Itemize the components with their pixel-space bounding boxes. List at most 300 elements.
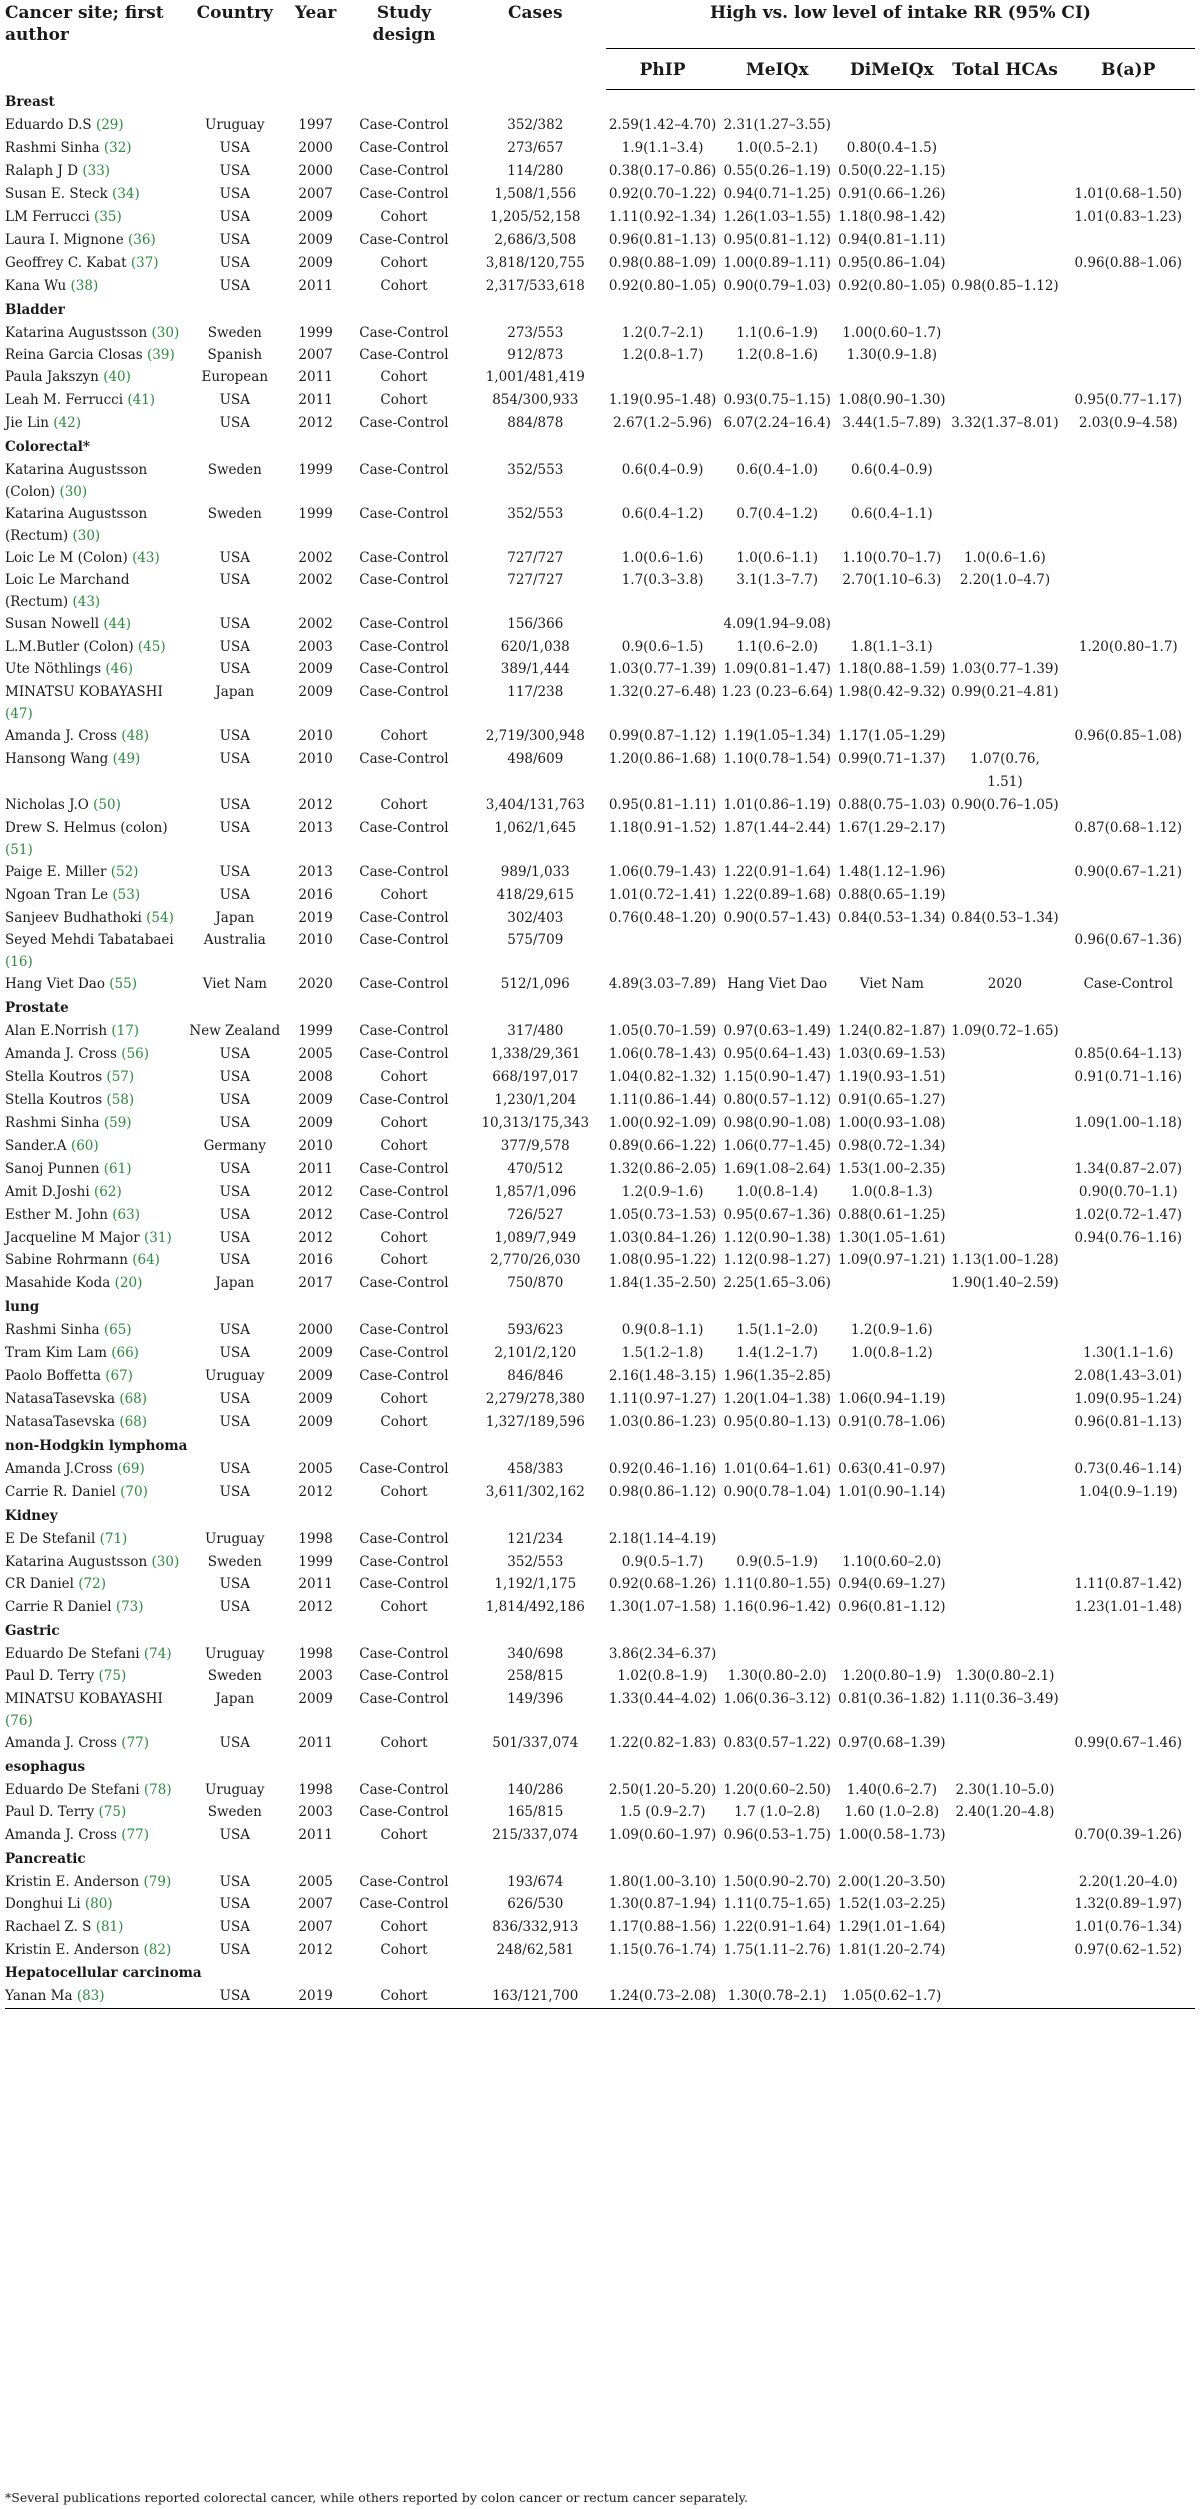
reference-link[interactable]: (48) — [121, 728, 150, 744]
cell-bap: Case-Control — [1083, 976, 1173, 992]
cell-dimeiqx: 1.03(0.69–1.53) — [838, 1046, 946, 1062]
cell-study-design: Case-Control — [359, 1804, 449, 1820]
author-name: Hansong Wang — [5, 751, 109, 767]
author-name: Masahide Koda — [5, 1275, 111, 1291]
reference-link[interactable]: (30) — [72, 528, 101, 544]
table-row — [5, 794, 1195, 817]
table-row — [5, 1319, 1195, 1342]
table-row — [5, 636, 1195, 658]
table-row — [5, 1342, 1195, 1365]
cell-phip: 1.2(0.7–2.1) — [621, 325, 704, 341]
table-row — [5, 681, 1195, 725]
cell-country: Uruguay — [205, 1782, 265, 1798]
author-name: Seyed Mehdi Tabatabaei — [5, 932, 174, 948]
author-name: Eduardo De Stefani — [5, 1782, 140, 1798]
cell-bap: 0.87(0.68–1.12) — [1074, 820, 1182, 836]
cell-bap: 0.90(0.70–1.1) — [1078, 1184, 1178, 1200]
cell-year: 2016 — [298, 887, 333, 903]
table-row — [5, 1893, 1195, 1916]
cell-phip: 0.6(0.4–1.2) — [621, 506, 704, 522]
reference-link[interactable]: (83) — [76, 1988, 105, 2004]
cell-study-design: Case-Control — [359, 1184, 449, 1200]
cell-country: Sweden — [207, 506, 262, 522]
cell-country: USA — [219, 209, 250, 225]
cell-meiqx: 0.93(0.75–1.15) — [723, 392, 831, 408]
reference-link[interactable]: (17) — [111, 1023, 140, 1039]
cell-first-author — [5, 1824, 182, 1847]
cell-phip: 1.05(0.73–1.53) — [608, 1207, 717, 1223]
cell-total-hcas: 1.03(0.77–1.39) — [951, 661, 1059, 677]
cell-phip — [606, 613, 719, 636]
author-name: Eduardo D.S — [5, 117, 92, 133]
reference-link[interactable]: (16) — [5, 954, 33, 970]
cell-dimeiqx — [835, 1528, 948, 1551]
author-name: Reina Garcia Closas — [5, 347, 143, 363]
cell-year: 2009 — [298, 1345, 333, 1361]
reference-link[interactable]: (41) — [127, 392, 156, 408]
cell-cases: 340/698 — [507, 1646, 564, 1662]
cell-phip: 1.18(0.91–1.52) — [608, 820, 717, 836]
author-name: Jacqueline M Major — [5, 1230, 140, 1246]
cell-country: USA — [219, 1461, 250, 1477]
table-row — [5, 1665, 1195, 1688]
cell-year: 2000 — [298, 1322, 333, 1338]
cell-first-author — [5, 503, 182, 547]
cell-meiqx: 0.98(0.90–1.08) — [723, 1115, 831, 1131]
cell-year: 2011 — [298, 369, 333, 385]
cell-dimeiqx: 1.30(0.9–1.8) — [846, 347, 937, 363]
cell-dimeiqx: 1.20(0.80–1.9) — [842, 1668, 942, 1684]
cell-year: 2013 — [298, 864, 333, 880]
reference-link[interactable]: (20) — [114, 1275, 143, 1291]
cell-bap: 0.96(0.81–1.13) — [1074, 1414, 1182, 1430]
cell-total-hcas — [948, 1342, 1061, 1365]
cell-country: Japan — [215, 910, 255, 926]
author-name: CR Daniel — [5, 1576, 74, 1592]
cell-study-design: Case-Control — [359, 140, 449, 156]
cell-dimeiqx — [835, 1365, 948, 1388]
cell-meiqx: 1.10(0.78–1.54) — [723, 751, 831, 767]
section-heading: Colorectal* — [5, 439, 90, 455]
cell-year: 1999 — [298, 325, 333, 341]
cell-study-design: Cohort — [380, 255, 428, 271]
cell-bap — [1062, 459, 1195, 503]
cell-total-hcas — [948, 1458, 1061, 1481]
cell-country: USA — [219, 1230, 250, 1246]
cell-year: 2010 — [298, 751, 333, 767]
reference-link[interactable]: (39) — [147, 347, 175, 363]
cell-study-design: Case-Control — [359, 1576, 449, 1592]
section-heading-row — [5, 1434, 1195, 1458]
author-name: Paul D. Terry — [5, 1804, 95, 1820]
reference-link[interactable]: (59) — [103, 1115, 132, 1131]
cell-meiqx: 1.5(1.1–2.0) — [736, 1322, 819, 1338]
reference-link[interactable]: (30) — [151, 325, 180, 341]
reference-link[interactable]: (69) — [117, 1461, 145, 1477]
cell-total-hcas — [948, 1596, 1061, 1619]
cell-year: 2009 — [298, 1391, 333, 1407]
cell-country: Japan — [215, 684, 255, 700]
header-study-design: Study design — [372, 3, 436, 45]
cell-total-hcas — [948, 1365, 1061, 1388]
reference-link[interactable]: (58) — [106, 1092, 135, 1108]
cell-meiqx: 0.55(0.26–1.19) — [723, 163, 831, 179]
reference-link[interactable]: (43) — [132, 550, 160, 566]
cell-study-design: Cohort — [380, 369, 428, 385]
reference-link[interactable]: (33) — [82, 163, 111, 179]
cell-country: USA — [219, 639, 250, 655]
cell-cases: 727/727 — [507, 572, 564, 588]
cell-total-hcas — [948, 1939, 1061, 1961]
cell-cases: 140/286 — [507, 1782, 564, 1798]
cell-first-author — [5, 1573, 182, 1596]
reference-link[interactable]: (47) — [5, 706, 33, 722]
cell-study-design: Case-Control — [359, 347, 449, 363]
cell-study-design: Case-Control — [359, 1092, 449, 1108]
cell-dimeiqx: 0.81(0.36–1.82) — [838, 1691, 946, 1707]
cell-country: USA — [219, 820, 250, 836]
reference-link[interactable]: (38) — [70, 278, 99, 294]
cell-country: Spanish — [207, 347, 263, 363]
table-row — [5, 322, 1195, 344]
cell-meiqx: 6.07(2.24–16.4) — [723, 415, 831, 431]
cell-first-author — [5, 389, 182, 412]
cell-bap: 1.01(0.76–1.34) — [1074, 1919, 1182, 1935]
cell-total-hcas — [948, 459, 1061, 503]
cell-country: USA — [219, 1391, 250, 1407]
section-heading: lung — [5, 1299, 40, 1315]
cell-year: 1998 — [298, 1782, 333, 1798]
cell-dimeiqx: 0.94(0.69–1.27) — [838, 1576, 946, 1592]
reference-link[interactable]: (37) — [130, 255, 159, 271]
reference-link[interactable]: (68) — [119, 1414, 148, 1430]
reference-link[interactable]: (32) — [103, 140, 132, 156]
cell-dimeiqx: 1.10(0.70–1.7) — [842, 550, 942, 566]
cell-phip: 2.18(1.14–4.19) — [608, 1531, 717, 1547]
reference-link[interactable]: (65) — [103, 1322, 132, 1338]
section-heading: Prostate — [5, 1000, 69, 1016]
cell-total-hcas — [948, 1732, 1061, 1755]
cell-study-design: Cohort — [380, 887, 428, 903]
cell-phip: 1.2(0.9–1.6) — [621, 1184, 704, 1200]
cell-first-author — [5, 1893, 182, 1916]
cell-cases: 352/553 — [507, 506, 564, 522]
cell-dimeiqx: 2.70(1.10–6.3) — [842, 572, 942, 588]
cell-dimeiqx: 1.06(0.94–1.19) — [838, 1391, 946, 1407]
author-name: Eduardo De Stefani — [5, 1646, 140, 1662]
cell-year: 2009 — [298, 1115, 333, 1131]
reference-link[interactable]: (42) — [53, 415, 82, 431]
cell-meiqx: 1.20(1.04–1.38) — [723, 1391, 831, 1407]
reference-link[interactable]: (78) — [143, 1782, 172, 1798]
reference-link[interactable]: (79) — [143, 1874, 172, 1890]
reference-link[interactable]: (30) — [59, 484, 88, 500]
reference-link[interactable]: (49) — [112, 751, 141, 767]
cell-phip: 1.32(0.86–2.05) — [608, 1161, 717, 1177]
cell-meiqx: 1.7 (1.0–2.8) — [734, 1804, 821, 1820]
cell-phip: 1.05(0.70–1.59) — [608, 1023, 717, 1039]
cell-cases: 273/553 — [507, 325, 564, 341]
reference-link[interactable]: (40) — [103, 369, 131, 385]
cell-total-hcas — [948, 229, 1061, 252]
cell-bap — [1062, 1779, 1195, 1801]
section-heading: Pancreatic — [5, 1851, 86, 1867]
reference-link[interactable]: (53) — [112, 887, 141, 903]
author-name: NatasaTasevska — [5, 1414, 116, 1430]
reference-link[interactable]: (67) — [105, 1368, 133, 1384]
cell-study-design: Cohort — [380, 1942, 428, 1958]
table-row — [5, 1089, 1195, 1112]
cell-total-hcas — [948, 636, 1061, 658]
author-name: Ngoan Tran Le — [5, 887, 109, 903]
reference-link[interactable]: (46) — [105, 661, 134, 677]
reference-link[interactable]: (81) — [95, 1919, 124, 1935]
cell-bap: 0.97(0.62–1.52) — [1074, 1942, 1182, 1958]
cell-total-hcas — [948, 1551, 1061, 1573]
reference-link[interactable]: (45) — [137, 639, 166, 655]
reference-link[interactable]: (75) — [98, 1804, 127, 1820]
cell-cases: 501/337,074 — [492, 1735, 579, 1751]
cell-total-hcas — [948, 1985, 1061, 2009]
cell-study-design: Cohort — [380, 278, 428, 294]
cell-country: Sweden — [207, 1804, 262, 1820]
cell-country: USA — [219, 1115, 250, 1131]
reference-link[interactable]: (60) — [70, 1138, 99, 1154]
header-cancer-site: Cancer site; first author — [5, 3, 164, 45]
table-row — [5, 1779, 1195, 1801]
reference-link[interactable]: (74) — [143, 1646, 172, 1662]
cell-first-author — [5, 1665, 182, 1688]
header-total-hcas: Total HCAs — [948, 49, 1061, 90]
cell-dimeiqx: 1.17(1.05–1.29) — [838, 728, 946, 744]
cell-study-design: Case-Control — [359, 117, 449, 133]
cell-bap: 1.32(0.89–1.97) — [1074, 1896, 1182, 1912]
cell-bap: 1.11(0.87–1.42) — [1074, 1576, 1182, 1592]
author-name: Carrie R. Daniel — [5, 1484, 116, 1500]
table-row — [5, 1249, 1195, 1272]
cell-first-author — [5, 229, 182, 252]
cell-country: USA — [219, 797, 250, 813]
cell-cases: 163/121,700 — [465, 1985, 606, 2009]
cell-meiqx: 1.12(0.98–1.27) — [723, 1252, 831, 1268]
cell-phip: 1.5(1.2–1.8) — [621, 1345, 704, 1361]
author-name: MINATSU KOBAYASHI — [5, 1691, 163, 1707]
cell-cases: 2,279/278,380 — [485, 1391, 585, 1407]
cell-dimeiqx: 1.8(1.1–3.1) — [850, 639, 933, 655]
cell-bap: 0.96(0.88–1.06) — [1074, 255, 1182, 271]
cell-first-author — [5, 1411, 182, 1434]
cell-phip: 0.92(0.68–1.26) — [608, 1576, 717, 1592]
cell-dimeiqx: 0.88(0.61–1.25) — [838, 1207, 946, 1223]
cell-study-design: Case-Control — [359, 639, 449, 655]
cell-year: 2002 — [298, 616, 333, 632]
cell-year: 2003 — [298, 1668, 333, 1684]
cell-country: Sweden — [207, 1554, 262, 1570]
cell-year: 2012 — [298, 797, 333, 813]
cell-phip: 2.16(1.48–3.15) — [608, 1368, 717, 1384]
reference-link[interactable]: (82) — [143, 1942, 172, 1958]
cell-year: 2005 — [298, 1461, 333, 1477]
cell-year: 2012 — [298, 1184, 333, 1200]
table-row — [5, 861, 1195, 884]
cell-study-design: Case-Control — [359, 1161, 449, 1177]
reference-link[interactable]: (30) — [151, 1554, 180, 1570]
cell-country: New Zealand — [189, 1023, 281, 1039]
reference-link[interactable]: (77) — [121, 1735, 150, 1751]
reference-link[interactable]: (34) — [112, 186, 140, 202]
cell-phip: 1.02(0.8–1.9) — [617, 1668, 708, 1684]
reference-link[interactable]: (73) — [115, 1599, 144, 1615]
reference-link[interactable]: (70) — [120, 1484, 148, 1500]
reference-link[interactable]: (29) — [95, 117, 124, 133]
cell-country: USA — [219, 1092, 250, 1108]
cell-dimeiqx: 0.99(0.71–1.37) — [838, 751, 946, 767]
cell-country: Japan — [215, 1275, 255, 1291]
section-heading: Gastric — [5, 1623, 60, 1639]
reference-link[interactable]: (50) — [93, 797, 121, 813]
reference-link[interactable]: (54) — [146, 910, 174, 926]
cell-dimeiqx: 1.00(0.93–1.08) — [838, 1115, 946, 1131]
cell-bap: 2.03(0.9–4.58) — [1078, 415, 1178, 431]
reference-link[interactable]: (62) — [94, 1184, 122, 1200]
cell-year: 2011 — [298, 1827, 333, 1843]
reference-link[interactable]: (44) — [103, 616, 132, 632]
reference-link[interactable]: (75) — [98, 1668, 127, 1684]
author-name: Kristin E. Anderson — [5, 1874, 140, 1890]
reference-link[interactable]: (68) — [119, 1391, 148, 1407]
cell-first-author — [5, 1528, 182, 1551]
table-footnote: *Several publications reported colorectal cancer, while others reported by colon cancer or rectum cancer separately. — [5, 2490, 748, 2505]
table-row — [5, 1458, 1195, 1481]
cell-first-author — [5, 1688, 182, 1732]
table-row — [5, 366, 1195, 389]
cell-cases: 498/609 — [507, 751, 564, 767]
cell-dimeiqx: 1.01(0.90–1.14) — [838, 1484, 946, 1500]
cell-first-author — [5, 183, 182, 206]
table-row — [5, 503, 1195, 547]
cell-total-hcas — [948, 503, 1061, 547]
cell-country: European — [201, 369, 269, 385]
cell-bap: 0.96(0.67–1.36) — [1074, 932, 1182, 948]
cell-country: USA — [219, 1161, 250, 1177]
cell-total-hcas: 1.07(0.76, 1.51) — [970, 751, 1040, 790]
reference-link[interactable]: (80) — [84, 1896, 113, 1912]
cell-phip: 1.17(0.88–1.56) — [608, 1919, 717, 1935]
cell-meiqx: 0.95(0.80–1.13) — [723, 1414, 831, 1430]
table-row — [5, 1388, 1195, 1411]
cell-meiqx: 1.00(0.89–1.11) — [723, 255, 831, 271]
reference-link[interactable]: (57) — [106, 1069, 135, 1085]
cell-study-design: Case-Control — [359, 1554, 449, 1570]
cell-dimeiqx: 1.52(1.03–2.25) — [838, 1896, 946, 1912]
reference-link[interactable]: (43) — [72, 594, 101, 610]
cell-country: USA — [219, 255, 250, 271]
cell-cases: 2,719/300,948 — [485, 728, 585, 744]
cell-phip: 2.59(1.42–4.70) — [608, 117, 717, 133]
cell-year: 2009 — [298, 1368, 333, 1384]
cell-first-author — [5, 794, 182, 817]
author-name: Rashmi Sinha — [5, 140, 100, 156]
reference-link[interactable]: (76) — [5, 1713, 33, 1729]
cell-dimeiqx: 0.91(0.65–1.27) — [838, 1092, 946, 1108]
reference-link[interactable]: (63) — [112, 1207, 140, 1223]
cell-bap — [1062, 884, 1195, 907]
reference-link[interactable]: (56) — [121, 1046, 150, 1062]
cell-dimeiqx: 0.92(0.80–1.05) — [838, 278, 946, 294]
reference-link[interactable]: (72) — [78, 1576, 106, 1592]
cell-study-design: Cohort — [380, 1827, 428, 1843]
reference-link[interactable]: (71) — [99, 1531, 128, 1547]
cell-country: USA — [219, 163, 250, 179]
cell-study-design: Case-Control — [359, 186, 449, 202]
cell-bap: 1.01(0.68–1.50) — [1074, 186, 1182, 202]
cell-year: 2011 — [298, 1576, 333, 1592]
cell-study-design: Case-Control — [359, 684, 449, 700]
cell-meiqx: 1.06(0.77–1.45) — [723, 1138, 831, 1154]
reference-link[interactable]: (55) — [109, 976, 137, 992]
cell-country: Uruguay — [205, 117, 265, 133]
author-name: Paolo Boffetta — [5, 1368, 101, 1384]
header-dimeiqx: DiMeIQx — [835, 49, 948, 90]
cell-dimeiqx: 0.50(0.22–1.15) — [838, 163, 946, 179]
reference-link[interactable]: (64) — [132, 1252, 160, 1268]
section-heading: Hepatocellular carcinoma — [5, 1965, 202, 1981]
author-name: Paula Jakszyn — [5, 369, 99, 385]
reference-link[interactable]: (51) — [5, 842, 33, 858]
cell-year: 2020 — [298, 976, 333, 992]
cell-year: 2000 — [298, 163, 333, 179]
reference-link[interactable]: (66) — [111, 1345, 139, 1361]
cell-year: 2011 — [298, 1161, 333, 1177]
reference-link[interactable]: (52) — [110, 864, 139, 880]
cell-phip: 1.06(0.78–1.43) — [608, 1046, 717, 1062]
cell-bap: 0.85(0.64–1.13) — [1074, 1046, 1182, 1062]
reference-link[interactable]: (61) — [103, 1161, 132, 1177]
reference-link[interactable]: (36) — [128, 232, 156, 248]
section-heading: Breast — [5, 94, 55, 110]
cell-bap — [1062, 1249, 1195, 1272]
table-row — [5, 1066, 1195, 1089]
cell-first-author — [5, 613, 182, 636]
header-country: Country — [196, 3, 273, 23]
cell-phip: 1.80(1.00–3.10) — [608, 1874, 717, 1890]
cell-dimeiqx: 0.91(0.66–1.26) — [838, 186, 946, 202]
author-name: Stella Koutros — [5, 1069, 103, 1085]
reference-link[interactable]: (35) — [94, 209, 122, 225]
cell-bap — [1062, 1688, 1195, 1732]
cell-year: 1997 — [298, 117, 333, 133]
cell-first-author — [5, 636, 182, 658]
cell-bap: 1.20(0.80–1.7) — [1078, 639, 1178, 655]
cell-study-design: Case-Control — [359, 1646, 449, 1662]
cell-total-hcas: 1.90(1.40–2.59) — [951, 1275, 1059, 1291]
reference-link[interactable]: (77) — [121, 1827, 150, 1843]
cell-total-hcas: 2.30(1.10–5.0) — [955, 1782, 1055, 1798]
cell-country: USA — [219, 1345, 250, 1361]
cell-year: 2016 — [298, 1252, 333, 1268]
reference-link[interactable]: (31) — [144, 1230, 172, 1246]
table-row — [5, 1801, 1195, 1824]
cell-phip: 1.30(1.07–1.58) — [608, 1599, 717, 1615]
cell-first-author — [5, 1458, 182, 1481]
author-name: Sanoj Punnen — [5, 1161, 100, 1177]
cell-first-author — [5, 884, 182, 907]
cell-year: 2007 — [298, 1896, 333, 1912]
cell-total-hcas — [948, 1481, 1061, 1504]
cell-first-author — [5, 681, 182, 725]
cell-cases: 377/9,578 — [500, 1138, 570, 1154]
cell-dimeiqx — [835, 613, 948, 636]
